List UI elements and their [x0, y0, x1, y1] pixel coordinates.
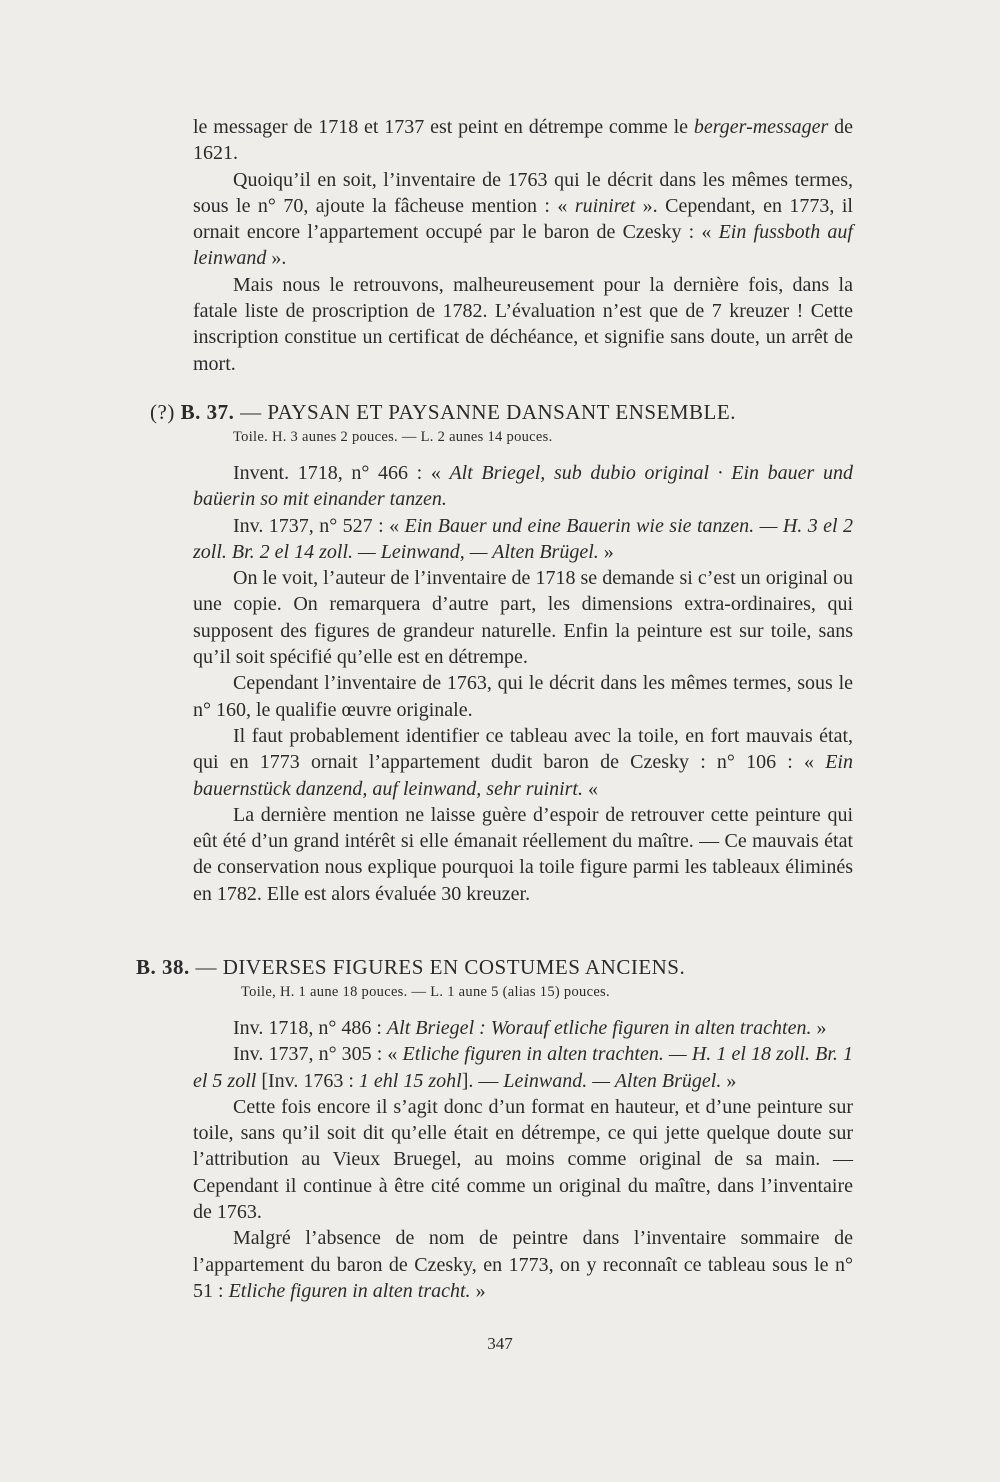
- intro-text: [193, 114, 853, 377]
- paragraph: On le voit, l’auteur de l’inventaire de 1718 se demande si c’est un original ou une copie. On remarquera d’autre part, les dimensions extra-ordinaires, qui supposent des figures de grandeur naturelle. Enfin la peinture est sur toile, sans qu’il soit spécifié qu’elle est en détrempe.: [193, 567, 853, 669]
- paragraph: Cependant l’inventaire de 1763, qui le décrit dans les mêmes termes, sous le n° 160, le qualifie œuvre originale.: [193, 672, 853, 721]
- paragraph: Inv. 1737, n° 527 : « Ein Bauer und eine Bauerin wie sie tanzen. — H. 3 el 2 zoll. Br. 2 el 14 zoll. — Leinwand, — Alten Brügel. »: [193, 514, 854, 563]
- paragraph: Il faut probablement identifier ce tableau avec la toile, en fort mauvais état, qui en 1773 ornait l’appartement dudit baron de Czesky : n° 106 : « Ein bauernstück danzend, auf leinwand, sehr ruinirt. «: [193, 724, 853, 800]
- section-subtitle-b38: Toile, H. 1 aune 18 pouces. — L. 1 aune 5 (alias 15) pouces.: [241, 984, 610, 1000]
- paragraph: Cette fois encore il s’agit donc d’un format en hauteur, et d’une peinture sur toile, sans qu’il soit dit qu’elle était en détrempe, ce qui jette quelque doute sur l’attribution au Vieux Bruegel, au moins comme original de sa main. — Cependant il continue à être cité comme un original du maître, dans l’inventaire de 1763.: [193, 1095, 853, 1224]
- paragraph: Inv. 1737, n° 305 : « Etliche figuren in alten trachten. — H. 1 el 18 zoll. Br. 1 el 5 zoll [Inv. 1763 : 1 ehl 15 zohl]. — Leinwand. — Alten Brügel. »: [193, 1043, 853, 1092]
- paragraph: Malgré l’absence de nom de peintre dans l’inventaire sommaire de l’appartement du baron de Czesky, en 1773, on y reconnaît ce tableau sous le n° 51 : Etliche figuren in alten tracht. »: [193, 1227, 853, 1302]
- paragraph: le messager de 1718 et 1737 est peint en détrempe comme le berger-messager de 1621.: [193, 116, 853, 165]
- paragraph: Invent. 1718, n° 466 : « Alt Briegel, sub dubio original · Ein bauer und baüerin so mit einander tanzen.: [193, 462, 853, 511]
- section-subtitle-b37: Toile. H. 3 aunes 2 pouces. — L. 2 aunes 14 pouces.: [233, 429, 553, 445]
- section-b37-text: [193, 460, 853, 907]
- page-number: 347: [487, 1334, 513, 1353]
- paragraph: Inv. 1718, n° 486 : Alt Briegel : Worauf etliche figuren in alten trachten. »: [233, 1017, 827, 1039]
- section-heading-b38: B. 38. — DIVERSES FIGURES EN COSTUMES ANCIENS.: [136, 955, 686, 979]
- section-heading-b37: (?) B. 37. — PAYSAN ET PAYSANNE DANSANT ENSEMBLE.: [150, 400, 736, 424]
- paragraph: Mais nous le retrouvons, malheureusement pour la dernière fois, dans la fatale liste de proscription de 1782. L’évaluation n’est que de 7 kreuzer ! Cette inscription constitue un certificat de déchéance, et signifie sans doute, un arrêt de mort.: [193, 273, 853, 375]
- paragraph: La dernière mention ne laisse guère d’espoir de retrouver cette peinture qui eût été d’un grand intérêt si elle émanait réellement du maître. — Ce mauvais état de conservation nous explique pourquoi la toile figure parmi les tableaux éliminés en 1782. Elle est alors évaluée 30 kreuzer.: [193, 803, 853, 905]
- paragraph: Quoiqu’il en soit, l’inventaire de 1763 qui le décrit dans les mêmes termes, sous le n° 70, ajoute la fâcheuse mention : « ruiniret ». Cependant, en 1773, il ornait encore l’appartement occupé par le baron de Czesky : « Ein fussboth auf leinwand ».: [193, 168, 853, 270]
- section-b38-text: [193, 1015, 853, 1304]
